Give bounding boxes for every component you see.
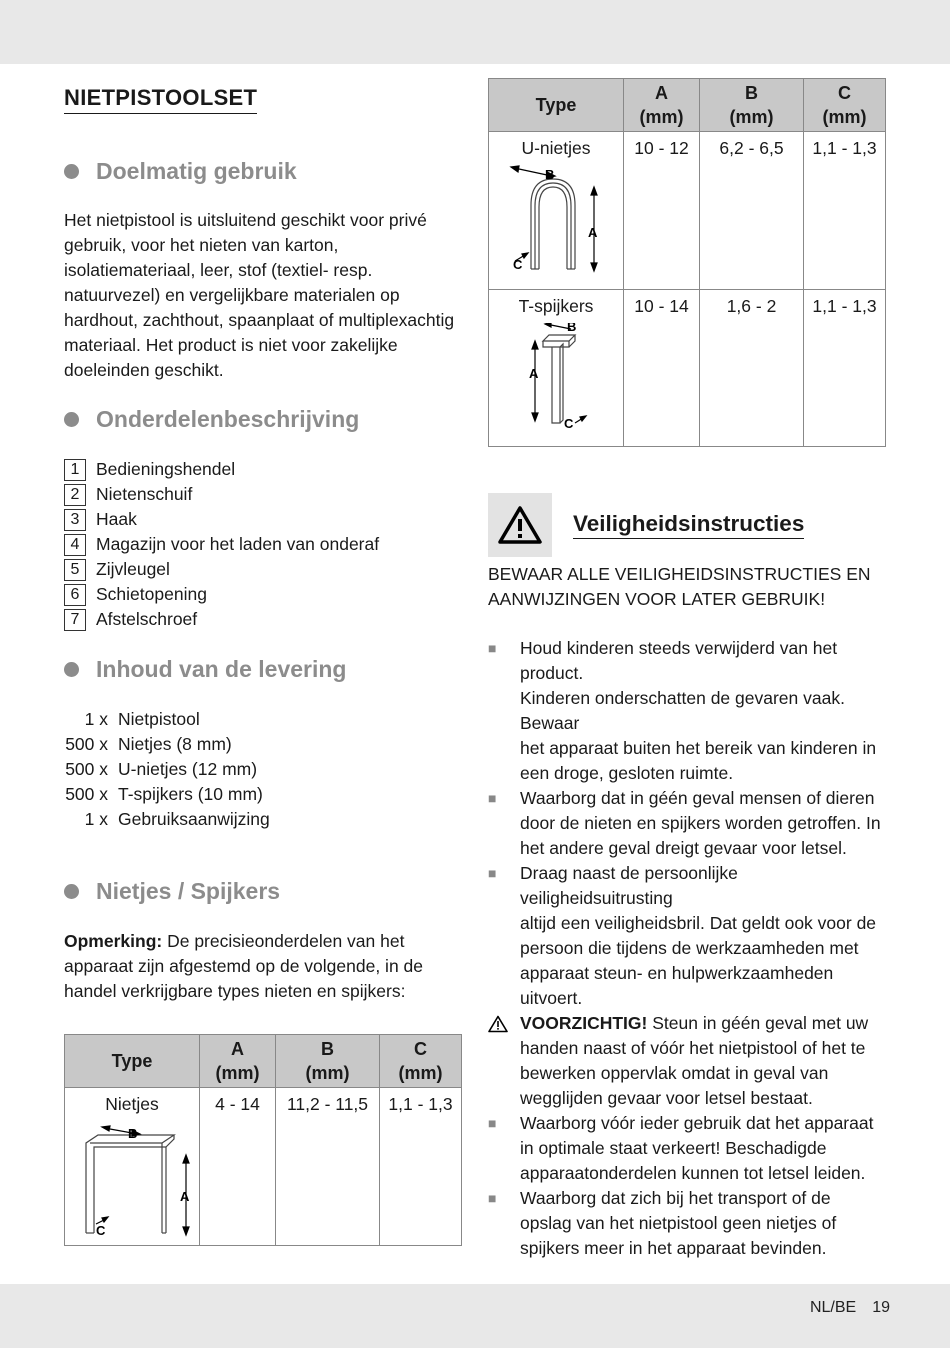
right-column [488, 78, 886, 1261]
list-item [64, 507, 462, 532]
list-item [64, 607, 462, 632]
part-number: 7 [64, 609, 86, 631]
header-unit: (mm) [729, 107, 774, 127]
heading-onderdelenbeschrijving [64, 406, 462, 433]
part-number: 1 [64, 459, 86, 481]
value-a: 10 - 12 [624, 132, 700, 290]
value-c: 1,1 - 1,3 [804, 290, 886, 447]
text-line: apparaatonderdelen kunnen tot letsel leiden. [520, 1163, 866, 1183]
item-label: U-nietjes (12 mm) [118, 759, 258, 779]
header-band [0, 0, 950, 64]
part-label: Haak [96, 509, 137, 529]
page-footer [794, 1299, 890, 1317]
text-line: opslag van het nietpistool geen nietjes of [520, 1213, 837, 1233]
header-unit: (mm) [398, 1063, 443, 1083]
text-line: een droge, gesloten ruimte. [520, 763, 734, 783]
text-line: Waarborg vóór ieder gebruik dat het apparaat [520, 1113, 874, 1133]
header-letter: A [231, 1039, 244, 1059]
dimension-c-label: C [564, 416, 574, 431]
text-line: hardhout, zachthout, spaanplaat of multiplexachtig [64, 310, 455, 330]
heading-text: Onderdelenbeschrijving [96, 406, 360, 432]
text-line: uitvoert. [520, 988, 583, 1008]
text-line: AANWIJZINGEN VOOR LATER GEBRUIK! [488, 589, 826, 609]
parts-list [64, 457, 462, 632]
square-bullet-icon: ■ [488, 1190, 497, 1206]
value-c: 1,1 - 1,3 [380, 1088, 462, 1246]
part-label: Nietenschuif [96, 484, 193, 504]
text-line: altijd een veiligheidsbril. Dat geldt ook voor de [520, 913, 877, 933]
type-name: Nietjes [105, 1094, 159, 1114]
header-letter: C [414, 1039, 427, 1059]
text-line: het andere geval dreigt gevaar voor letsel. [520, 838, 847, 858]
type-name: T-spijkers [518, 296, 594, 316]
column-header-c [380, 1035, 462, 1088]
dimension-b-label: B [545, 167, 555, 182]
item-label: Nietpistool [118, 709, 200, 729]
part-number: 5 [64, 559, 86, 581]
text-line: in optimale staat verkeert! Beschadigde [520, 1138, 827, 1158]
square-bullet-icon: ■ [488, 640, 497, 656]
text-line: isolatiemateriaal, leer, stof (textiel- resp. [64, 260, 373, 280]
text-line: doeleinden geschikt. [64, 360, 224, 380]
column-header-b [700, 79, 804, 132]
heading-text: Inhoud van de levering [96, 656, 347, 682]
table-header-row [65, 1035, 462, 1088]
text-line: Het nietpistool is uitsluitend geschikt voor privé [64, 210, 427, 230]
text-line: apparaat zijn afgestemd op de volgende, in de [64, 956, 424, 976]
column-header-c [804, 79, 886, 132]
type-cell [489, 132, 624, 290]
column-header-a [200, 1035, 276, 1088]
part-label: Magazijn voor het laden van onderaf [96, 534, 380, 554]
t-nail-diagram-icon [501, 323, 611, 431]
list-item [488, 786, 886, 861]
value-a: 4 - 14 [200, 1088, 276, 1246]
text-line: Steun in géén geval met uw [647, 1013, 869, 1033]
heading-text: Nietjes / Spijkers [96, 878, 281, 904]
value-b: 11,2 - 11,5 [276, 1088, 380, 1246]
page-title: NIETPISTOOLSET [64, 85, 257, 114]
square-bullet-icon: ■ [488, 1115, 497, 1131]
dimension-b-label: B [128, 1126, 138, 1141]
warning-triangle-icon [488, 1011, 520, 1111]
type-name: U-nietjes [521, 138, 591, 158]
note-label: Opmerking: [64, 931, 163, 951]
dimension-a-label: A [529, 366, 539, 381]
header-letter: A [655, 83, 668, 103]
safety-rules-list [488, 636, 886, 1261]
value-b: 6,2 - 6,5 [700, 132, 804, 290]
footer-language: NL/BE [809, 1299, 857, 1316]
part-number: 2 [64, 484, 86, 506]
text-line: persoon die tijdens de werkzaamheden met [520, 938, 859, 958]
column-header-type: Type [489, 79, 624, 132]
header-unit: (mm) [305, 1063, 350, 1083]
note-paragraph [64, 929, 462, 1004]
item-label: T-spijkers (10 mm) [118, 784, 263, 804]
text-line: bewerken oppervlak omdat in geval van [520, 1063, 829, 1083]
text-line: Waarborg dat zich bij het transport of de [520, 1188, 831, 1208]
heading-nietjes-spijkers [64, 878, 462, 905]
page-number: 19 [872, 1299, 890, 1316]
quantity: 1 x [84, 809, 108, 829]
left-column [64, 80, 462, 1246]
text-line: BEWAAR ALLE VEILIGHEIDSINSTRUCTIES EN [488, 564, 871, 584]
header-unit: (mm) [822, 107, 867, 127]
header-letter: B [321, 1039, 334, 1059]
header-unit: (mm) [639, 107, 684, 127]
text-line: spijkers meer in het apparaat bevinden. [520, 1238, 827, 1258]
safety-intro [488, 562, 886, 612]
part-label: Bedieningshendel [96, 459, 236, 479]
part-label: Afstelschroef [96, 609, 198, 629]
list-item [64, 707, 462, 732]
nails-spec-table [488, 78, 886, 447]
text-line: materiaal. Het product is niet voor zakelijke [64, 335, 398, 355]
list-item [488, 636, 886, 786]
quantity: 1 x [84, 709, 108, 729]
staple-diagram-icon [72, 1121, 192, 1239]
purpose-paragraph [64, 208, 462, 383]
dimension-b-label: B [567, 323, 577, 334]
list-item [488, 1111, 886, 1186]
u-staple-diagram-icon [501, 165, 611, 277]
column-header-b [276, 1035, 380, 1088]
dimension-a-label: A [180, 1189, 190, 1204]
list-item [64, 582, 462, 607]
caution-label: VOORZICHTIG! [520, 1013, 648, 1033]
heading-bullet-icon [64, 662, 79, 677]
text-line: handen naast of vóór het nietpistool of het te [520, 1038, 866, 1058]
heading-inhoud-levering [64, 656, 462, 683]
part-number: 6 [64, 584, 86, 606]
table-row [65, 1088, 462, 1246]
header-letter: B [745, 83, 758, 103]
text-line: handel verkrijgbare types nieten en spijkers: [64, 981, 406, 1001]
heading-doelmatig-gebruik [64, 158, 462, 185]
part-label: Schietopening [96, 584, 207, 604]
list-item [64, 482, 462, 507]
dimension-c-label: C [513, 257, 523, 272]
square-bullet-icon: ■ [488, 790, 497, 806]
safety-heading-block [488, 493, 886, 557]
heading-bullet-icon [64, 412, 79, 427]
part-number: 3 [64, 509, 86, 531]
heading-bullet-icon [64, 164, 79, 179]
delivery-list [64, 707, 462, 832]
text-line: Draag naast de persoonlijke veiligheidsuitrusting [520, 863, 738, 908]
list-item [64, 757, 462, 782]
text-line: Houd kinderen steeds verwijderd van het product. [520, 638, 838, 683]
table-row [489, 132, 886, 290]
warning-triangle-icon [488, 493, 552, 557]
value-c: 1,1 - 1,3 [804, 132, 886, 290]
header-unit: (mm) [215, 1063, 260, 1083]
dimension-a-label: A [588, 225, 598, 240]
item-label: Gebruiksaanwijzing [118, 809, 270, 829]
safety-title: Veiligheidsinstructies [573, 511, 804, 539]
quantity: 500 x [65, 759, 108, 779]
dimension-c-label: C [96, 1223, 106, 1238]
list-item-warning [488, 1011, 886, 1111]
table-header-row [489, 79, 886, 132]
text-line: wegglijden gevaar voor letsel bestaat. [520, 1088, 813, 1108]
staples-spec-table [64, 1034, 462, 1246]
value-b: 1,6 - 2 [700, 290, 804, 447]
list-item [64, 807, 462, 832]
header-letter: C [838, 83, 851, 103]
item-label: Nietjes (8 mm) [118, 734, 232, 754]
part-number: 4 [64, 534, 86, 556]
text-line: natuurvezel) en vergelijkbare materialen op [64, 285, 400, 305]
value-a: 10 - 14 [624, 290, 700, 447]
list-item [64, 782, 462, 807]
heading-text: Doelmatig gebruik [96, 158, 297, 184]
square-bullet-icon: ■ [488, 865, 497, 881]
list-item [488, 861, 886, 1011]
list-item [64, 557, 462, 582]
part-label: Zijvleugel [96, 559, 170, 579]
text-line: door de nieten en spijkers worden getroffen. In [520, 813, 881, 833]
list-item [64, 532, 462, 557]
quantity: 500 x [65, 734, 108, 754]
text-line: apparaat steun- en hulpwerkzaamheden [520, 963, 834, 983]
table-row [489, 290, 886, 447]
quantity: 500 x [65, 784, 108, 804]
list-item [488, 1186, 886, 1261]
text-line: De precisieonderdelen van het [162, 931, 405, 951]
text-line: gebruik, voor het nieten van karton, [64, 235, 339, 255]
list-item [64, 457, 462, 482]
type-cell [65, 1088, 200, 1246]
column-header-type: Type [65, 1035, 200, 1088]
text-line: Kinderen onderschatten de gevaren vaak. Bewaar [520, 688, 845, 733]
list-item [64, 732, 462, 757]
column-header-a [624, 79, 700, 132]
heading-bullet-icon [64, 884, 79, 899]
text-line: het apparaat buiten het bereik van kinderen in [520, 738, 877, 758]
text-line: Waarborg dat in géén geval mensen of dieren [520, 788, 875, 808]
type-cell [489, 290, 624, 447]
